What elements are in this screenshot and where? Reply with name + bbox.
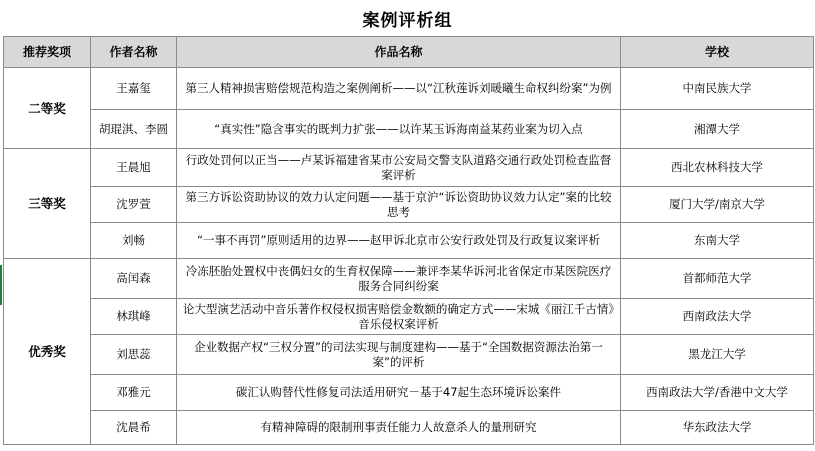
- row-marker: [0, 265, 2, 305]
- school-cell: 黑龙江大学: [621, 335, 814, 375]
- work-cell: 行政处罚何以正当——卢某诉福建省某市公安局交警支队道路交通行政处罚检查监督案评析: [177, 149, 621, 187]
- table-row: [4, 259, 814, 299]
- table-row: [4, 335, 814, 375]
- school-cell: 首都师范大学: [621, 259, 814, 299]
- author-cell: 刘思蕊: [91, 335, 177, 375]
- table-row: [4, 110, 814, 149]
- school-cell: 厦门大学/南京大学: [621, 187, 814, 223]
- work-cell: “真实性”隐含事实的既判力扩张——以许某玉诉海南益某药业案为切入点: [177, 110, 621, 149]
- work-cell: 企业数据产权“三权分置”的司法实现与制度建构——基于“全国数据资源法治第一案”的评析: [177, 335, 621, 375]
- table-row: [4, 411, 814, 445]
- author-cell: 高闰森: [91, 259, 177, 299]
- author-cell: 王晨旭: [91, 149, 177, 187]
- author-cell: 王嘉玺: [91, 68, 177, 110]
- school-cell: 湘潭大学: [621, 110, 814, 149]
- header-award: 推荐奖项: [4, 37, 91, 68]
- work-cell: 冷冻胚胎处置权中丧偶妇女的生育权保障——兼评李某华诉河北省保定市某医院医疗服务合同纠纷案: [177, 259, 621, 299]
- work-cell: 第三人精神损害赔偿规范构造之案例阐析——以“江秋莲诉刘暖曦生命权纠纷案”为例: [177, 68, 621, 110]
- work-cell: 有精神障碍的限制刑事责任能力人故意杀人的量刑研究: [177, 411, 621, 445]
- table-row: [4, 223, 814, 259]
- table-header-row: [4, 37, 814, 68]
- author-cell: 沈罗萱: [91, 187, 177, 223]
- school-cell: 华东政法大学: [621, 411, 814, 445]
- author-cell: 胡琨淇、李圆: [91, 110, 177, 149]
- school-cell: 西北农林科技大学: [621, 149, 814, 187]
- work-cell: 第三方诉讼资助协议的效力认定问题——基于京沪“诉讼资助协议效力认定”案的比较思考: [177, 187, 621, 223]
- author-cell: 沈晨希: [91, 411, 177, 445]
- table-row: [4, 68, 814, 110]
- table-row: [4, 187, 814, 223]
- author-cell: 林琪峰: [91, 299, 177, 335]
- school-cell: 东南大学: [621, 223, 814, 259]
- work-cell: “一事不再罚”原则适用的边界——赵甲诉北京市公安行政处罚及行政复议案评析: [177, 223, 621, 259]
- author-cell: 邓雅元: [91, 375, 177, 411]
- award-cell: 三等奖: [4, 149, 91, 259]
- award-cell: 二等奖: [4, 68, 91, 149]
- table-row: [4, 375, 814, 411]
- school-cell: 西南政法大学: [621, 299, 814, 335]
- school-cell: 中南民族大学: [621, 68, 814, 110]
- work-cell: 论大型演艺活动中音乐著作权侵权损害赔偿金数额的确定方式——宋城《丽江千古情》音乐侵权案评析: [177, 299, 621, 335]
- school-cell: 西南政法大学/香港中文大学: [621, 375, 814, 411]
- header-work: 作品名称: [177, 37, 621, 68]
- author-cell: 刘畅: [91, 223, 177, 259]
- work-cell: 碳汇认购替代性修复司法适用研究－基于47起生态环境诉讼案件: [177, 375, 621, 411]
- header-school: 学校: [621, 37, 814, 68]
- award-cell: 优秀奖: [4, 259, 91, 445]
- header-author: 作者名称: [91, 37, 177, 68]
- table-row: [4, 299, 814, 335]
- award-table: [3, 36, 814, 445]
- table-row: [4, 149, 814, 187]
- page-title: 案例评析组: [362, 10, 453, 31]
